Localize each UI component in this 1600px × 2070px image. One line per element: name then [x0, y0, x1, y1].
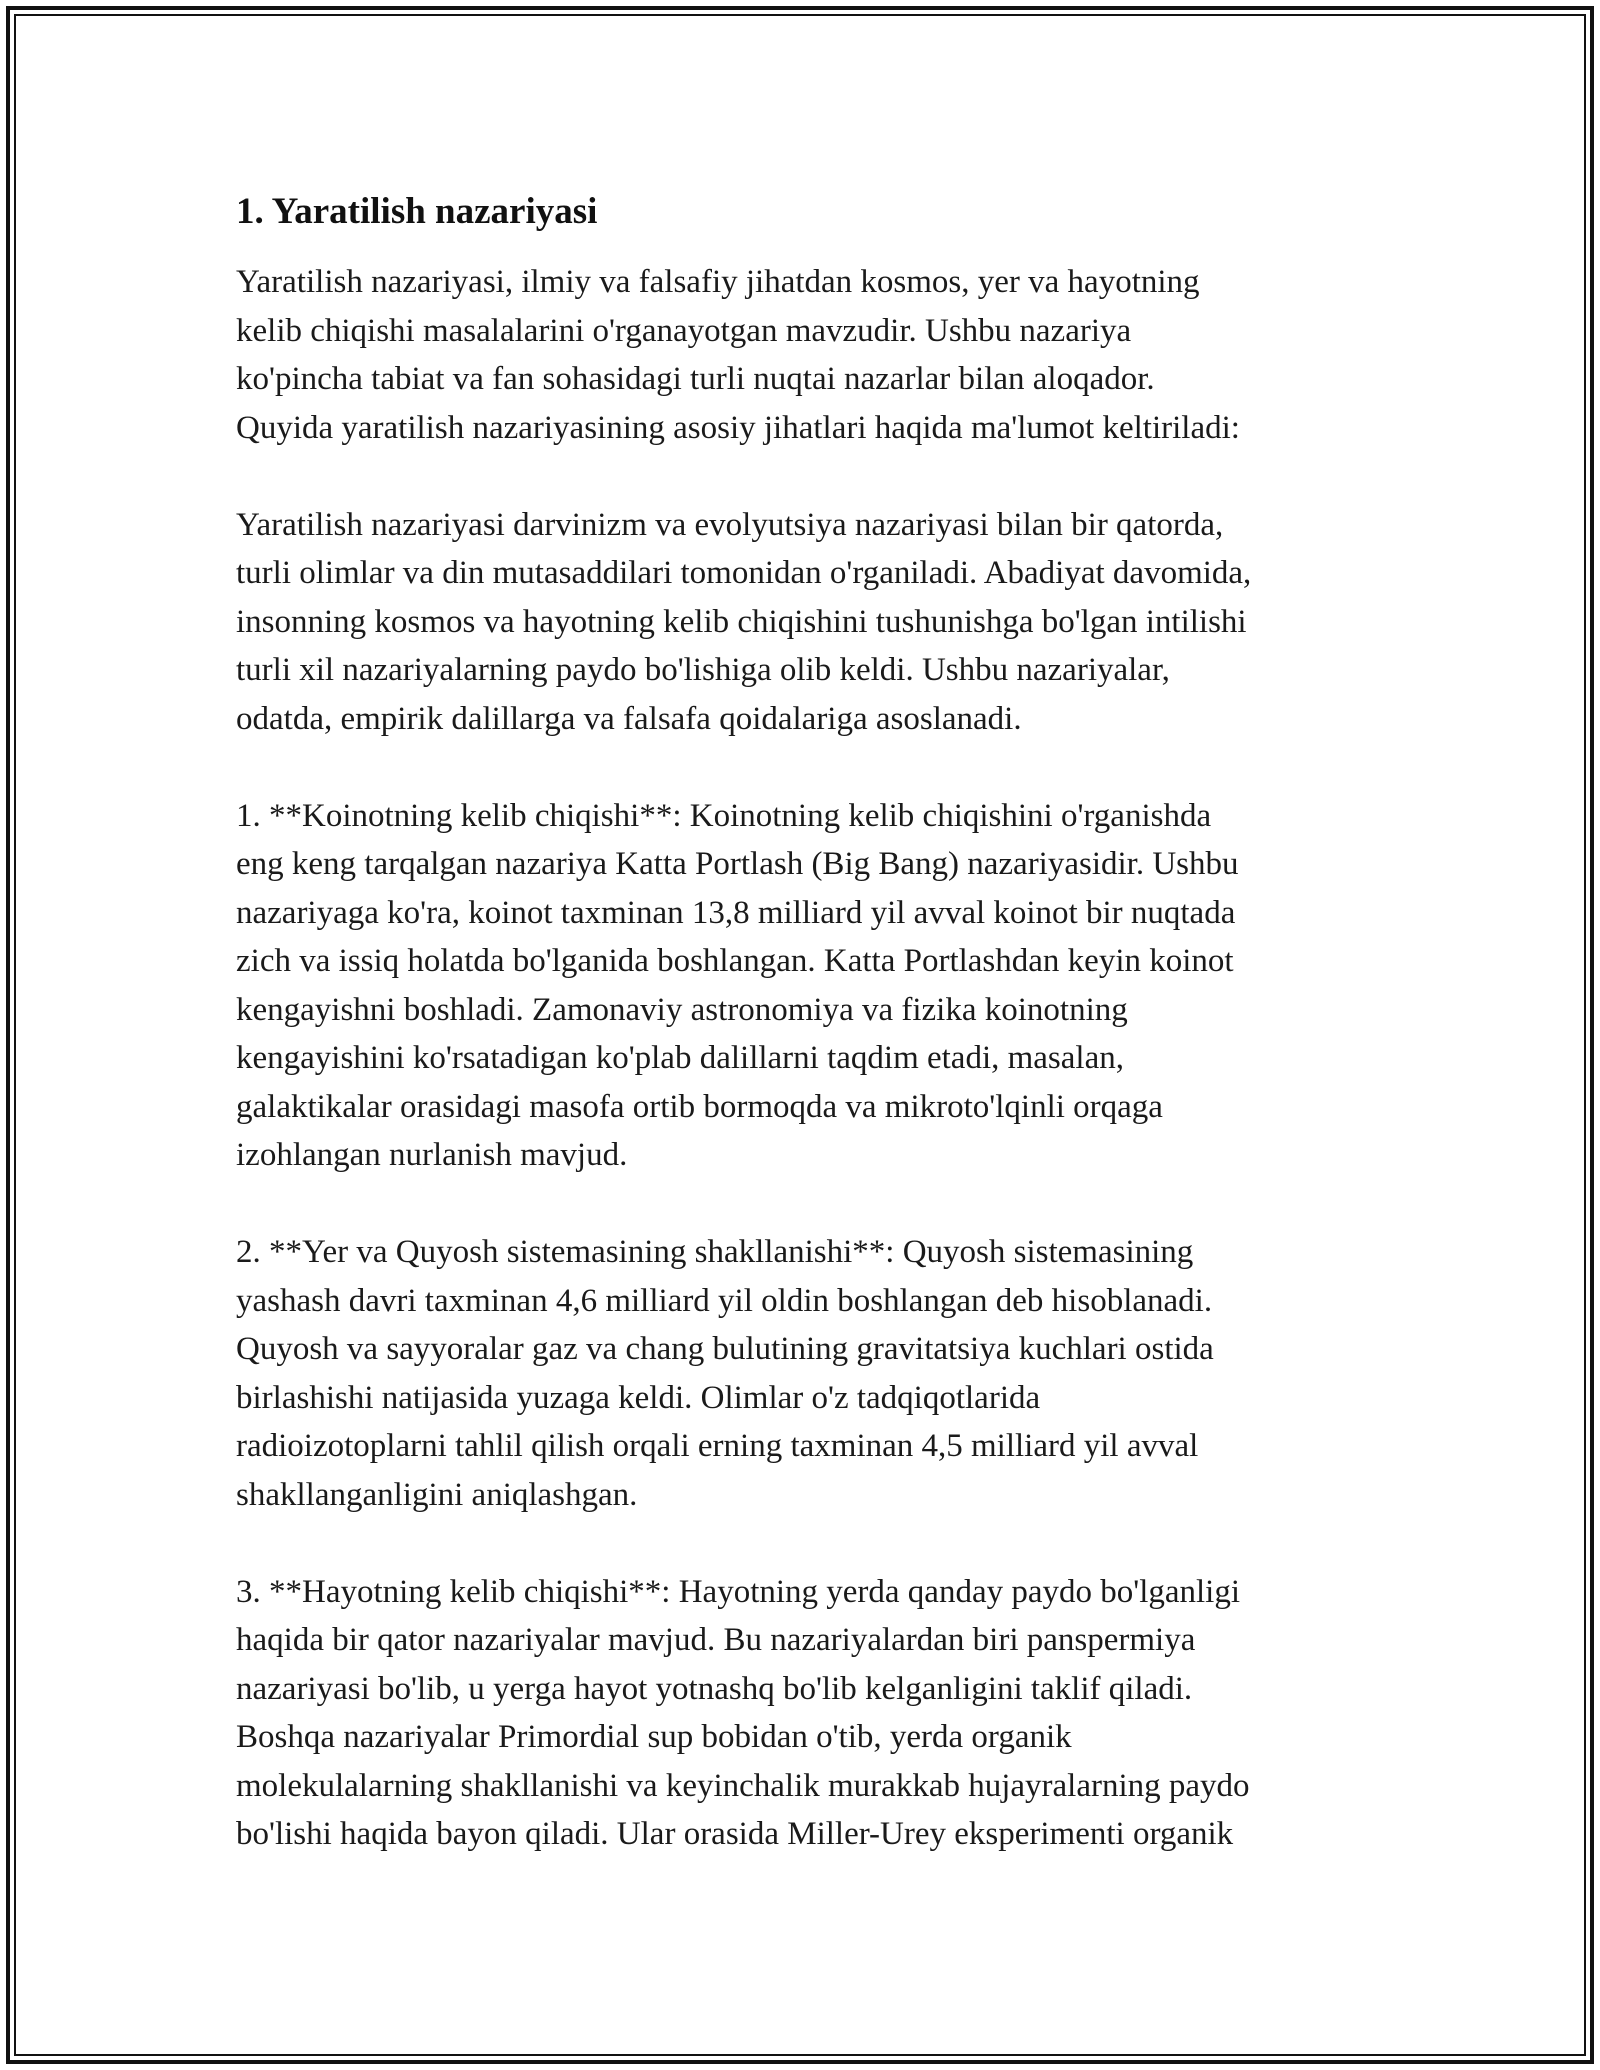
text-line: Boshqa nazariyalar Primordial sup bobidan o'tib, yerda organik — [236, 1719, 1072, 1755]
text-line: izohlangan nurlanish mavjud. — [236, 1137, 628, 1173]
text-line: 3. **Hayotning kelib chiqishi**: Hayotning yerda qanday paydo bo'lganligi — [236, 1573, 1241, 1610]
text-line: turli xil nazariyalarning paydo bo'lishiga olib keldi. Ushbu nazariyalar, — [236, 652, 1170, 688]
text-line: odatda, empirik dalillarga va falsafa qoidalariga asoslanadi. — [236, 700, 1022, 737]
text-line: haqida bir qator nazariyalar mavjud. Bu nazariyalardan biri panspermiya — [236, 1622, 1196, 1658]
text-line: ko'pincha tabiat va fan sohasidagi turli nuqtai nazarlar bilan aloqador. — [236, 361, 1155, 397]
text-line: 1. **Koinotning kelib chiqishi**: Koinotning kelib chiqishini o'rganishda — [236, 797, 1212, 834]
text-line: galaktikalar orasidagi masofa ortib bormoqda va mikroto'lqinli orqaga — [236, 1088, 1163, 1125]
text-line: birlashishi natijasida yuzaga keldi. Olimlar o'z tadqiqotlarida — [236, 1379, 1041, 1416]
paragraph — [236, 1568, 1386, 1859]
text-line: kelib chiqishi masalalarini o'rganayotgan mavzudir. Ushbu nazariya — [236, 312, 1132, 349]
text-line: turli olimlar va din mutasaddilari tomonidan o'rganiladi. Abadiyat davomida, — [236, 555, 1252, 591]
text-line: zich va issiq holatda bo'lganida boshlangan. Katta Portlashdan keyin koinot — [236, 943, 1234, 979]
text-line: bo'lishi haqida bayon qiladi. Ular orasida Miller-Urey eksperimenti organik — [236, 1816, 1234, 1852]
paragraph — [236, 1228, 1386, 1519]
text-line: insonning kosmos va hayotning kelib chiqishini tushunishga bo'lgan intilishi — [236, 603, 1247, 640]
text-line: eng keng tarqalgan nazariya Katta Portlash (Big Bang) nazariyasidir. Ushbu — [236, 846, 1239, 882]
paragraph — [236, 792, 1386, 1180]
paragraphs-container — [236, 258, 1386, 1859]
paragraph — [236, 501, 1386, 744]
text-line: Yaratilish nazariyasi darvinizm va evolyutsiya nazariyasi bilan bir qatorda, — [236, 506, 1224, 543]
text-line: kengayishni boshladi. Zamonaviy astronomiya va fizika koinotning — [236, 991, 1128, 1028]
section-heading: 1. Yaratilish nazariyasi — [236, 191, 598, 232]
text-line: nazariyasi bo'lib, u yerga hayot yotnashq bo'lib kelganligini taklif qiladi. — [236, 1670, 1193, 1707]
text-line: kengayishini ko'rsatadigan ko'plab dalillarni taqdim etadi, masalan, — [236, 1040, 1124, 1076]
document-body — [236, 186, 1386, 1907]
text-line: molekulalarning shakllanishi va keyinchalik murakkab hujayralarning paydo — [236, 1767, 1250, 1804]
text-line: radioizotoplarni tahlil qilish orqali erning taxminan 4,5 milliard yil avval — [236, 1428, 1199, 1464]
text-line: 2. **Yer va Quyosh sistemasining shakllanishi**: Quyosh sistemasining — [236, 1234, 1194, 1270]
text-line: Quyosh va sayyoralar gaz va chang bulutining gravitatsiya kuchlari ostida — [236, 1331, 1214, 1367]
text-line: yashash davri taxminan 4,6 milliard yil oldin boshlangan deb hisoblanadi. — [236, 1282, 1213, 1319]
paragraph — [236, 258, 1386, 452]
text-line: nazariyaga ko'ra, koinot taxminan 13,8 milliard yil avval koinot bir nuqtada — [236, 894, 1236, 931]
text-line: Quyida yaratilish nazariyasining asosiy jihatlari haqida ma'lumot keltiriladi: — [236, 409, 1240, 446]
text-line: Yaratilish nazariyasi, ilmiy va falsafiy jihatdan kosmos, yer va hayotning — [236, 264, 1200, 300]
text-line: shakllanganligini aniqlashgan. — [236, 1476, 638, 1513]
